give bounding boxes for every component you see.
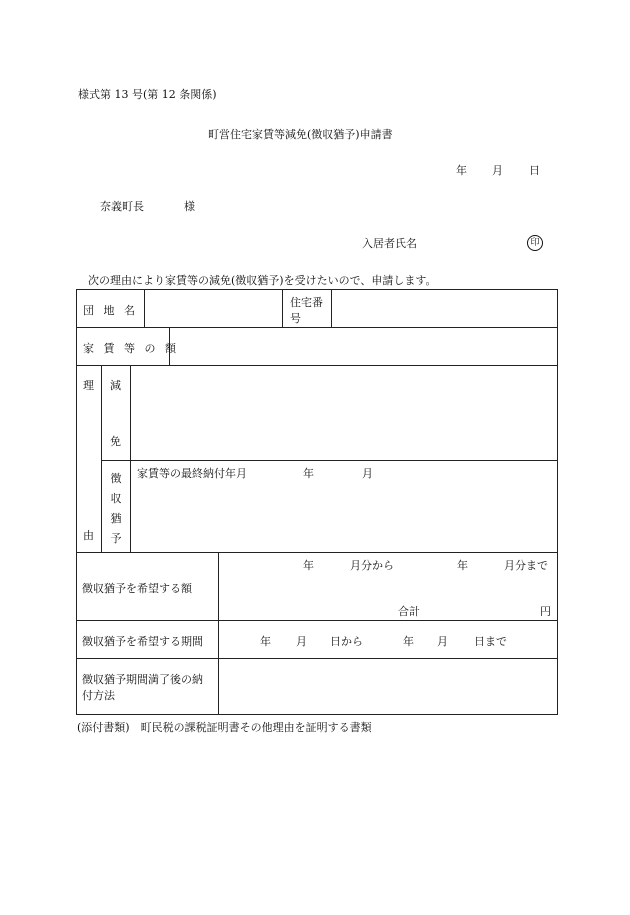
reason-label-top: 理 [83,379,94,392]
total-unit: 円 [540,605,551,618]
period-label: 徴収猶予を希望する期間 [82,635,203,648]
last-paid-month: 月 [362,467,373,480]
reason-label-bottom: 由 [83,529,94,542]
amount-year-from: 年 [303,559,314,572]
addressee-name: 奈義町長 [100,200,144,213]
rent-label: 家 賃 等 の 額 [83,342,179,355]
period-month-to: 月 [437,635,448,648]
deferral-vertical-label [107,470,125,550]
total-label: 合計 [398,605,420,618]
after-method-label-2: 付方法 [82,689,115,702]
form-number: 様式第 13 号(第 12 条関係) [78,88,217,101]
last-paid-year: 年 [303,467,314,480]
period-year-to: 年 [403,635,414,648]
danchi-label: 団 地 名 [83,304,138,317]
deferral-char: 収 [110,492,122,505]
exemption-label-top: 減 [110,379,121,392]
exemption-label-bottom: 免 [110,435,121,448]
deferral-char: 徴 [110,472,122,485]
jutaku-label-2: 号 [290,312,301,325]
jutaku-label-1: 住宅番 [290,296,323,309]
deferral-char: 予 [110,532,122,545]
applicant-label: 入居者氏名 [362,237,417,250]
after-method-label-1: 徴収猶予期間満了後の納 [82,673,203,686]
period-to: 日まで [474,635,507,648]
deferral-char: 猶 [110,512,122,525]
amount-to: 月分まで [504,559,548,572]
date-year: 年 [456,164,467,177]
addressee-honorific: 様 [184,200,195,213]
amount-label: 徴収猶予を希望する額 [82,582,192,595]
period-year-from: 年 [260,635,271,648]
document-title: 町営住宅家賃等減免(徴収猶予)申請書 [208,128,393,141]
amount-from: 月分から [350,559,394,572]
period-from: 日から [330,635,363,648]
last-paid-label: 家賃等の最終納付年月 [137,467,247,480]
date-day: 日 [529,164,540,177]
intro-text: 次の理由により家賃等の減免(徴収猶予)を受けたいので、申請します。 [88,274,437,287]
period-month-from: 月 [296,635,307,648]
seal-mark: 印 [527,235,543,251]
attachments-note: (添付書類) 町民税の課税証明書その他理由を証明する書類 [77,721,372,734]
amount-year-to: 年 [457,559,468,572]
date-month: 月 [492,164,503,177]
